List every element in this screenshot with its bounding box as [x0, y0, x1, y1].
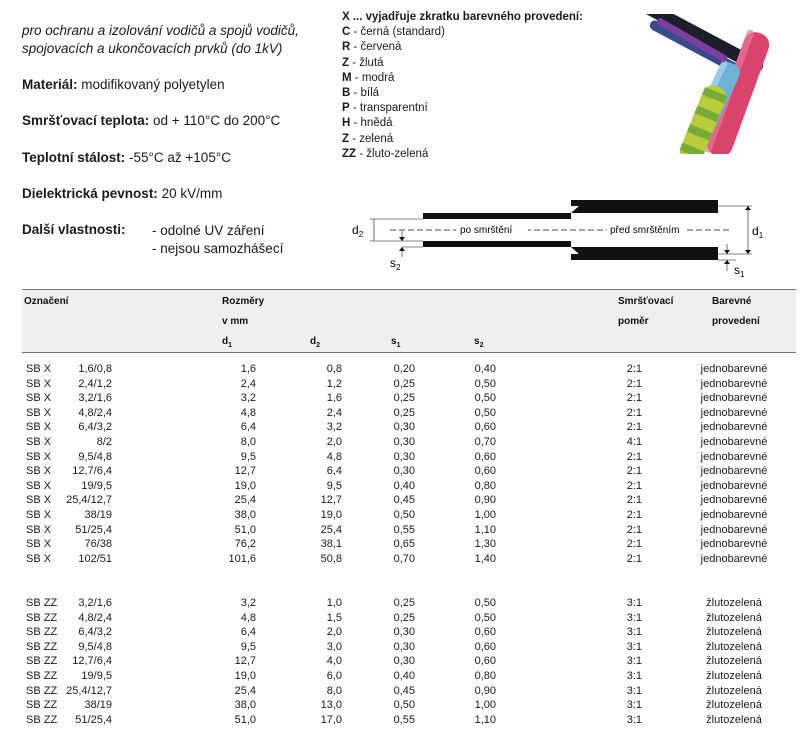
property-dielectric-strength: [22, 186, 222, 201]
s1-cell: 0,50: [393, 699, 415, 712]
s1-cell: 0,45: [393, 684, 415, 697]
s1-cell: 0,30: [393, 655, 415, 668]
ratio-cell: 3:1: [626, 684, 642, 697]
s2-cell: 0,90: [474, 494, 496, 507]
color-cell: jednobarevné: [700, 392, 768, 405]
size-cell: 25,4/12,7: [66, 494, 112, 507]
code-cell: SB ZZ: [26, 597, 58, 609]
d2-cell: 2,0: [326, 626, 342, 639]
legend-item: [342, 86, 583, 101]
legend-code: H: [342, 117, 351, 130]
code-cell: SB X: [26, 450, 52, 463]
table-header-rule: [22, 352, 796, 353]
color-cell: jednobarevné: [700, 479, 768, 492]
d1-cell: 25,4: [234, 494, 256, 507]
table-row: [22, 654, 796, 669]
header-shrink-ratio-1: Smršťovací: [618, 296, 674, 307]
size-cell: 4,8/2,4: [78, 611, 112, 624]
table-row: [22, 611, 796, 626]
d1-cell: 9,5: [240, 450, 256, 463]
d1-cell: 9,5: [240, 640, 256, 653]
d2-cell: 3,2: [326, 421, 342, 434]
code-cell: SB X: [26, 377, 52, 390]
size-cell: 12,7/6,4: [72, 655, 112, 668]
s2-cell: 0,50: [474, 377, 496, 390]
header-s2: $s_2$: [474, 336, 484, 349]
ratio-cell: 3:1: [626, 655, 642, 668]
size-cell: 1,6/0,8: [78, 363, 112, 375]
intro-text: pro ochranu a izolování vodičů a spojů vodičů, spojovacích a ukončovacích prvků (do 1kV): [22, 23, 299, 56]
tube-taper-top: [571, 205, 718, 213]
table-row: [22, 479, 796, 494]
code-cell: SB X: [26, 494, 52, 507]
legend-item: [342, 147, 583, 162]
s1-cell: 0,40: [393, 479, 415, 492]
legend-code: Z: [342, 132, 350, 145]
color-cell: jednobarevné: [700, 450, 768, 463]
s2-cell: 0,90: [474, 684, 496, 697]
ratio-cell: 3:1: [626, 597, 642, 609]
size-cell: 19/9,5: [81, 479, 112, 492]
legend-text: - transparentní: [349, 102, 428, 115]
size-cell: 51/25,4: [75, 713, 112, 726]
table-row: [22, 391, 796, 406]
property-label: Teplotní stálost:: [22, 150, 126, 165]
d2-cell: 6,4: [326, 465, 342, 478]
code-cell: SB X: [26, 435, 52, 448]
s1-cell: 0,55: [393, 523, 415, 536]
table-row: [22, 377, 796, 392]
size-cell: 9,5/4,8: [78, 450, 112, 463]
s1-label: $s_1$: [734, 263, 745, 279]
header-designation: Označení: [24, 296, 69, 307]
extra-properties-label: Další vlastnosti:: [22, 222, 126, 237]
legend-item: [342, 116, 583, 131]
size-cell: 3,2/1,6: [78, 392, 112, 405]
table-row: [22, 684, 796, 699]
property-material: [22, 77, 225, 92]
extra-properties-list: [152, 222, 283, 258]
table-row: [22, 493, 796, 508]
d1-cell: 12,7: [234, 655, 256, 668]
size-cell: 8/2: [96, 435, 112, 448]
legend-text: - žlutá: [349, 56, 384, 69]
d1-cell: 12,7: [234, 465, 256, 478]
header-d1: $d_1$: [222, 336, 233, 349]
s2-cell: 0,60: [474, 421, 496, 434]
d2-cell: 3,0: [326, 640, 342, 653]
d2-cell: 25,4: [320, 523, 342, 536]
color-cell: žlutozelená: [706, 597, 762, 609]
legend-text: - černá (standard): [350, 26, 445, 39]
code-cell: SB X: [26, 406, 52, 419]
table-group-yellow-green: [22, 596, 796, 727]
property-temperature-stability: [22, 150, 231, 165]
after-shrink-label: po smrštění: [460, 225, 513, 236]
color-cell: žlutozelená: [706, 640, 762, 653]
s2-cell: 0,60: [474, 640, 496, 653]
header-color-2: provedení: [712, 316, 760, 327]
d2-cell: 2,4: [326, 406, 342, 419]
d2-cell: 1,2: [326, 377, 342, 390]
d2-cell: 13,0: [320, 699, 342, 712]
ratio-cell: 2:1: [626, 406, 642, 419]
size-cell: 12,7/6,4: [72, 465, 112, 478]
s1-cell: 0,25: [393, 377, 415, 390]
s1-cell: 0,30: [393, 421, 415, 434]
d1-cell: 8,0: [240, 435, 256, 448]
table-row: [22, 698, 796, 713]
size-cell: 38/19: [84, 699, 112, 712]
table-row: [22, 523, 796, 538]
ratio-cell: 3:1: [626, 713, 642, 726]
table-row: [22, 552, 796, 567]
table-header: [22, 290, 796, 352]
d1-cell: 19,0: [234, 479, 256, 492]
d2-label: $d_2$: [352, 223, 364, 239]
table-row: [22, 537, 796, 552]
s1-cell: 0,30: [393, 450, 415, 463]
legend-item: [342, 132, 583, 147]
color-cell: jednobarevné: [700, 465, 768, 478]
code-cell: SB X: [26, 523, 52, 536]
d1-cell: 101,6: [228, 552, 256, 565]
ratio-cell: 2:1: [626, 363, 642, 375]
color-cell: jednobarevné: [700, 363, 768, 375]
d2-cell: 1,5: [326, 611, 342, 624]
s2-cell: 0,80: [474, 479, 496, 492]
size-cell: 3,2/1,6: [78, 597, 112, 609]
color-cell: jednobarevné: [700, 377, 768, 390]
d1-cell: 51,0: [234, 713, 256, 726]
code-cell: SB X: [26, 552, 52, 565]
color-cell: žlutozelená: [706, 684, 762, 697]
table-row: [22, 435, 796, 450]
ratio-cell: 3:1: [626, 611, 642, 624]
legend-code: ZZ: [342, 147, 357, 160]
code-cell: SB X: [26, 465, 52, 478]
d1-cell: 19,0: [234, 669, 256, 682]
table-row: [22, 406, 796, 421]
d2-cell: 50,8: [320, 552, 342, 565]
table-row: [22, 464, 796, 479]
ratio-cell: 2:1: [626, 494, 642, 507]
s2-cell: 0,60: [474, 450, 496, 463]
legend-code: Z: [342, 56, 350, 69]
property-value: 20 kV/mm: [157, 186, 223, 201]
legend-text: - bílá: [350, 87, 380, 100]
d1-cell: 2,4: [240, 377, 256, 390]
header-dimensions: Rozměry: [222, 296, 265, 307]
code-cell: SB ZZ: [26, 655, 58, 668]
size-cell: 25,4/12,7: [66, 684, 112, 697]
d1-cell: 76,2: [234, 538, 256, 551]
color-cell: žlutozelená: [706, 655, 762, 668]
ratio-cell: 3:1: [626, 699, 642, 712]
d1-cell: 38,0: [234, 699, 256, 712]
legend-code: C: [342, 26, 351, 39]
s1-cell: 0,25: [393, 392, 415, 405]
s1-cell: 0,20: [393, 363, 415, 375]
shrink-diagram: [350, 195, 770, 280]
d1-cell: 1,6: [240, 363, 256, 375]
s2-cell: 0,60: [474, 626, 496, 639]
table-row: [22, 596, 796, 611]
s2-cell: 0,80: [474, 669, 496, 682]
color-cell: jednobarevné: [700, 552, 768, 565]
code-cell: SB ZZ: [26, 684, 58, 697]
color-cell: žlutozelená: [706, 713, 762, 726]
s2-cell: 1,10: [474, 523, 496, 536]
color-legend: [342, 10, 583, 162]
extra-property-item: - odolné UV záření: [152, 223, 265, 238]
size-cell: 2,4/1,2: [78, 377, 112, 390]
ratio-cell: 3:1: [626, 626, 642, 639]
s2-cell: 0,40: [474, 363, 496, 375]
tube-taper-bottom: [571, 247, 718, 255]
legend-code: M: [342, 71, 352, 84]
s2-cell: 1,00: [474, 699, 496, 712]
ratio-cell: 2:1: [626, 508, 642, 521]
d2-cell: 38,1: [320, 538, 342, 551]
code-cell: SB ZZ: [26, 669, 58, 682]
legend-text: - zelená: [349, 132, 394, 145]
legend-text: - modrá: [351, 71, 395, 84]
legend-header: X ... vyjadřuje zkratku barevného provedení:: [342, 11, 583, 23]
legend-item: [342, 56, 583, 71]
s1-cell: 0,25: [393, 611, 415, 624]
legend-item: [342, 40, 583, 55]
table-row: [22, 669, 796, 684]
size-cell: 51/25,4: [75, 523, 112, 536]
code-cell: SB ZZ: [26, 640, 58, 653]
d1-cell: 6,4: [240, 421, 256, 434]
s2-cell: 1,30: [474, 538, 496, 551]
s1-cell: 0,30: [393, 640, 415, 653]
d1-cell: 3,2: [240, 392, 256, 405]
extra-property-item: - nejsou samozhášecí: [152, 241, 284, 256]
s2-cell: 0,50: [474, 611, 496, 624]
s2-cell: 0,60: [474, 465, 496, 478]
ratio-cell: 2:1: [626, 465, 642, 478]
s2-label: $s_2$: [390, 256, 401, 272]
s1-cell: 0,70: [393, 552, 415, 565]
color-cell: žlutozelená: [706, 699, 762, 712]
color-cell: jednobarevné: [700, 494, 768, 507]
tube-wall-bottom-after: [423, 241, 571, 247]
d2-cell: 4,0: [326, 655, 342, 668]
d1-cell: 3,2: [240, 597, 256, 609]
d2-cell: 1,6: [326, 392, 342, 405]
table-row: [22, 508, 796, 523]
tube-wall-top-after: [423, 213, 571, 219]
header-s1: $s_1$: [391, 336, 401, 349]
table-row: [22, 362, 796, 377]
ratio-cell: 2:1: [626, 377, 642, 390]
size-cell: 19/9,5: [81, 669, 112, 682]
d1-label: $d_1$: [752, 224, 764, 240]
d2-cell: 1,0: [326, 597, 342, 609]
color-cell: jednobarevné: [700, 435, 768, 448]
ratio-cell: 2:1: [626, 421, 642, 434]
table-row: [22, 450, 796, 465]
ratio-cell: 2:1: [626, 392, 642, 405]
code-cell: SB X: [26, 421, 52, 434]
color-cell: jednobarevné: [700, 523, 768, 536]
d1-cell: 4,8: [240, 611, 256, 624]
table-group-single-color: [22, 362, 796, 566]
color-cell: jednobarevné: [700, 538, 768, 551]
property-label: Materiál:: [22, 77, 78, 92]
s2-cell: 0,60: [474, 655, 496, 668]
size-cell: 9,5/4,8: [78, 640, 112, 653]
before-shrink-label: před smrštěním: [610, 225, 680, 236]
color-cell: žlutozelená: [706, 611, 762, 624]
s1-cell: 0,40: [393, 669, 415, 682]
property-label: Smršťovací teplota:: [22, 113, 150, 128]
s2-cell: 1,00: [474, 508, 496, 521]
table-row: [22, 640, 796, 655]
ratio-cell: 2:1: [626, 479, 642, 492]
legend-item: [342, 25, 583, 40]
s1-cell: 0,30: [393, 626, 415, 639]
property-value: -55°C až +105°C: [125, 150, 231, 165]
legend-code: B: [342, 87, 351, 100]
d1-cell: 4,8: [240, 406, 256, 419]
header-unit: v mm: [222, 316, 249, 327]
d2-cell: 9,5: [326, 479, 342, 492]
ratio-cell: 4:1: [626, 435, 642, 448]
ratio-cell: 3:1: [626, 669, 642, 682]
size-cell: 102/51: [78, 552, 112, 565]
legend-text: - hnědá: [350, 117, 393, 130]
legend-text: - červená: [350, 41, 402, 54]
property-label: Dielektrická pevnost:: [22, 186, 158, 201]
s2-cell: 0,50: [474, 392, 496, 405]
color-cell: jednobarevné: [700, 406, 768, 419]
s1-cell: 0,30: [393, 465, 415, 478]
s1-cell: 0,65: [393, 538, 415, 551]
code-cell: SB ZZ: [26, 611, 58, 624]
d2-cell: 17,0: [320, 713, 342, 726]
ratio-cell: 3:1: [626, 640, 642, 653]
s1-cell: 0,45: [393, 494, 415, 507]
d2-cell: 0,8: [326, 363, 342, 375]
size-cell: 38/19: [84, 508, 112, 521]
legend-code: R: [342, 41, 351, 54]
property-shrink-temperature: [22, 113, 280, 128]
d2-cell: 2,0: [326, 435, 342, 448]
property-value: od + 110°C do 200°C: [149, 113, 281, 128]
color-cell: žlutozelená: [706, 669, 762, 682]
d2-cell: 4,8: [326, 450, 342, 463]
table-row: [22, 713, 796, 728]
code-cell: SB X: [26, 508, 52, 521]
d1-cell: 6,4: [240, 626, 256, 639]
legend-text: - žluto-zelená: [356, 147, 429, 160]
code-cell: SB X: [26, 538, 52, 551]
header-color-1: Barevné: [712, 296, 752, 307]
legend-item: [342, 101, 583, 116]
d2-cell: 19,0: [320, 508, 342, 521]
color-cell: žlutozelená: [706, 626, 762, 639]
code-cell: SB ZZ: [26, 626, 58, 639]
s2-cell: 0,50: [474, 406, 496, 419]
header-shrink-ratio-2: poměr: [618, 316, 649, 327]
d1-cell: 38,0: [234, 508, 256, 521]
property-value: modifikovaný polyetylen: [77, 77, 225, 92]
code-cell: SB X: [26, 392, 52, 405]
header-d2: $d_2$: [310, 336, 321, 349]
table-row: [22, 625, 796, 640]
s1-cell: 0,50: [393, 508, 415, 521]
heat-shrink-tubes-photo: [618, 14, 788, 154]
size-cell: 6,4/3,2: [78, 421, 112, 434]
code-cell: SB ZZ: [26, 699, 58, 712]
code-cell: SB ZZ: [26, 713, 58, 726]
color-cell: jednobarevné: [700, 508, 768, 521]
d1-cell: 25,4: [234, 684, 256, 697]
s2-cell: 0,70: [474, 435, 496, 448]
ratio-cell: 2:1: [626, 450, 642, 463]
s1-cell: 0,55: [393, 713, 415, 726]
d2-cell: 12,7: [320, 494, 342, 507]
s2-cell: 1,40: [474, 552, 496, 565]
size-cell: 6,4/3,2: [78, 626, 112, 639]
ratio-cell: 2:1: [626, 552, 642, 565]
color-cell: jednobarevné: [700, 421, 768, 434]
ratio-cell: 2:1: [626, 538, 642, 551]
table-row: [22, 420, 796, 435]
legend-item: [342, 71, 583, 86]
s2-cell: 1,10: [474, 713, 496, 726]
legend-code: P: [342, 102, 350, 115]
d2-cell: 8,0: [326, 684, 342, 697]
d1-cell: 51,0: [234, 523, 256, 536]
s1-cell: 0,25: [393, 597, 415, 609]
size-cell: 76/38: [84, 538, 112, 551]
s1-cell: 0,25: [393, 406, 415, 419]
size-cell: 4,8/2,4: [78, 406, 112, 419]
code-cell: SB X: [26, 479, 52, 492]
ratio-cell: 2:1: [626, 523, 642, 536]
s1-cell: 0,30: [393, 435, 415, 448]
d2-cell: 6,0: [326, 669, 342, 682]
code-cell: SB X: [26, 363, 52, 375]
s2-cell: 0,50: [474, 597, 496, 609]
